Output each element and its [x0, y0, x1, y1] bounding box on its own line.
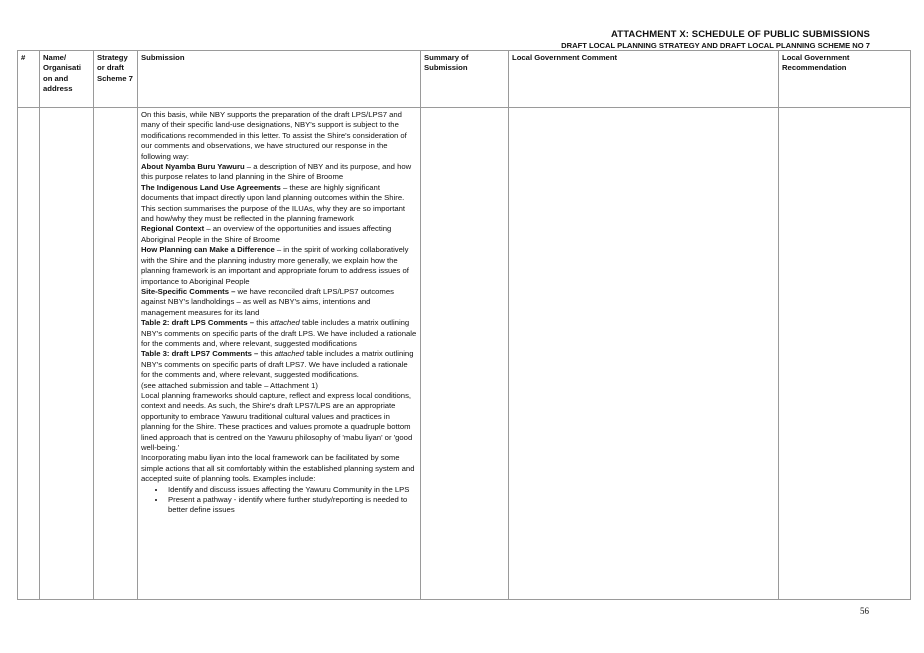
section-planning-difference: [141, 245, 417, 287]
col-header-submission: Submission: [138, 51, 421, 108]
section-heading: Regional Context: [141, 224, 205, 234]
section-regional-context: [141, 224, 417, 245]
italic-word: attached: [274, 349, 305, 359]
col-header-lg-comment: Local Government Comment: [509, 51, 779, 108]
section-text: this: [254, 318, 271, 328]
section-text: table includes a matrix outlining NBY's comments on specific parts of draft LPS7. We have included a rationale for the comments and, where relevant, suggested modifications.: [141, 349, 414, 380]
submission-intro: On this basis, while NBY supports the preparation of the draft LPS/LPS7 and many of their specific land-use designations, NBY's support is subject to the modifications recommended in this letter. To assist the Shire's consideration of our comments and observations, we have structured our response in the following way:: [141, 110, 407, 161]
section-text: – an overview of the opportunities and issues affecting Aboriginal People in the Shire of Broome: [141, 224, 392, 244]
examples-list: [141, 485, 417, 516]
section-heading: Table 2: draft LPS Comments –: [141, 318, 255, 328]
page-number: 56: [860, 606, 869, 616]
section-text: table includes a matrix outlining NBY's comments on specific parts of the draft LPS. We have included a rationale for the comments and, where relevant, suggested modifications: [141, 318, 417, 348]
section-text: we have reconciled draft LPS/LPS7 outcomes against NBY's landholdings – as well as NBY's aims, intentions and management measures for its land: [141, 286, 394, 317]
cell-number: [18, 108, 40, 600]
col-header-strategy: Strategy or draft Scheme 7: [94, 51, 138, 108]
table-row: [18, 108, 911, 600]
section-heading: Site-Specific Comments –: [141, 286, 236, 296]
list-item: • Present a pathway - identify where further study/reporting is needed to better define issues: [166, 495, 417, 516]
section-heading: About Nyamba Buru Yawuru: [141, 162, 245, 172]
section-text: – in the spirit of working collaboratively with the Shire and the planning industry more generally, we explain how the planning framework is an important and appropriate forum to address issues of importance to Aboriginal People: [141, 245, 409, 286]
attachment-note: (see attached submission and table – Attachment 1): [141, 380, 318, 390]
cell-submission: [138, 108, 421, 600]
document-title: ATTACHMENT X: SCHEDULE OF PUBLIC SUBMISSIONS: [611, 29, 870, 40]
col-header-lg-recommendation: Local Government Recommendation: [779, 51, 911, 108]
cell-lg-comment: [509, 108, 779, 600]
submissions-table: [17, 50, 911, 600]
section-heading: Table 3: draft LPS7 Comments –: [141, 349, 259, 359]
section-table2: [141, 318, 417, 349]
section-text: – these are highly significant documents that impact directly upon land planning outcomes within the Shire. This section summarises the purpose of the ILUAs, why they are so important and how/why they must be reflected in the planning framework: [141, 182, 406, 224]
section-table3: [141, 349, 417, 380]
table-header-row: [18, 51, 911, 108]
list-item: • Identify and discuss issues affecting the Yawuru Community in the LPS: [166, 485, 417, 495]
col-header-name: Name/ Organisati on and address: [40, 51, 94, 108]
col-header-number: #: [18, 51, 40, 108]
section-text: – a description of NBY and its purpose, and how this purpose relates to land planning in the Shire of Broome: [141, 162, 412, 182]
italic-word: attached: [270, 318, 300, 328]
cell-lg-recommendation: [779, 108, 911, 600]
submission-paragraph: Incorporating mabu liyan into the local framework can be facilitated by some simple actions that all sit comfortably within the established planning system and accepted suite of planning tools. Examples include:: [141, 453, 415, 484]
submission-paragraph: Local planning frameworks should capture, reflect and express local conditions, context and needs. As such, the Shire's draft LPS7/LPS are an appropriate opportunity to embrace Yawuru traditional cultural values and practices in planning for the Shire. These practices and values promote a quadruple bottom lined approach that is centred on the Yawuru philosophy of 'mabu liyan' or 'good well-being.': [141, 390, 413, 452]
section-site-specific: [141, 287, 417, 318]
cell-strategy: [94, 108, 138, 600]
section-ilua: [141, 183, 417, 225]
section-about-nby: [141, 162, 417, 183]
col-header-summary: Summary of Submission: [421, 51, 509, 108]
cell-name: [40, 108, 94, 600]
section-text: this: [258, 349, 275, 359]
section-heading: How Planning can Make a Difference: [141, 245, 275, 255]
document-subtitle: DRAFT LOCAL PLANNING STRATEGY AND DRAFT LOCAL PLANNING SCHEME NO 7: [561, 41, 870, 50]
cell-summary: [421, 108, 509, 600]
section-heading: The Indigenous Land Use Agreements: [141, 182, 281, 192]
